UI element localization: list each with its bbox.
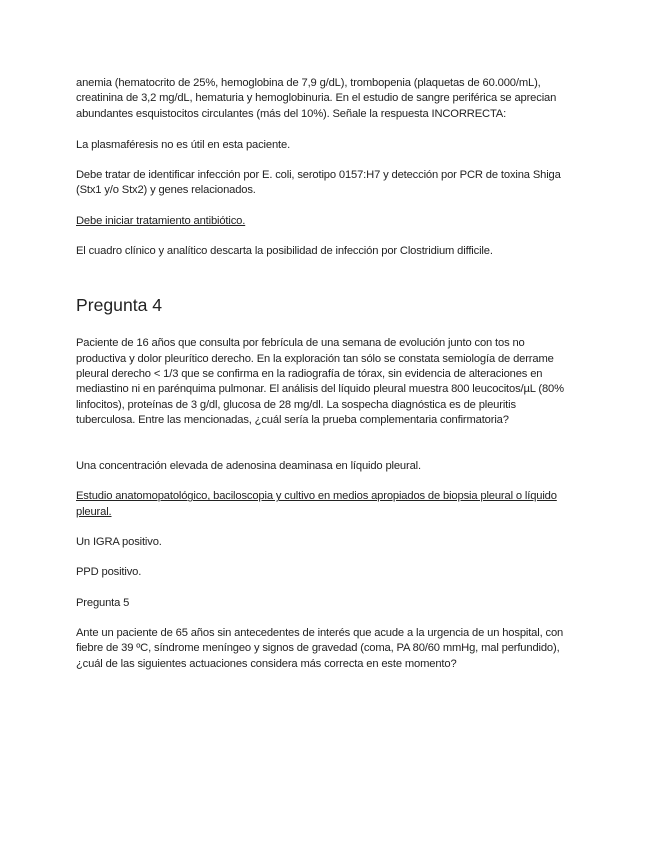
question-3-option-d: El cuadro clínico y analítico descarta la posibilidad de infección por Clostridium difficile. — [76, 245, 493, 258]
question-3-option-c-correct: Debe iniciar tratamiento antibiótico. — [76, 214, 246, 227]
question-5-heading: Pregunta 5 — [76, 596, 130, 609]
question-4-option-c: Un IGRA positivo. — [76, 536, 162, 549]
document-page — [76, 76, 576, 672]
question-3-option-a: La plasmaféresis no es útil en esta paciente. — [76, 138, 291, 151]
question-4-option-b-correct: Estudio anatomopatológico, baciloscopia y cultivo en medios apropiados de biopsia pleural o líquido pleural. — [76, 490, 557, 518]
question-4-option-d: PPD positivo. — [76, 566, 142, 579]
question-5-stem: Ante un paciente de 65 años sin antecedentes de interés que acude a la urgencia de un hospital, con fiebre de 39 ºC, síndrome meníngeo y signos de gravedad (coma, PA 80/60 mmHg, mal perfundido), ¿cuál de las siguientes actuaciones considera más correcta en este momento? — [76, 626, 564, 670]
question-3-option-b: Debe tratar de identificar infección por E. coli, serotipo 0157:H7 y detección por PCR de toxina Shiga (Stx1 y/o Stx2) y genes relacionados. — [76, 169, 561, 197]
question-3-stem: anemia (hematocrito de 25%, hemoglobina de 7,9 g/dL), trombopenia (plaquetas de 60.000/mL), creatinina de 3,2 mg/dL, hematuria y hemoglobinuria. En el estudio de sangre periférica se aprecian abundantes esquistocitos circulantes (más del 10%). Señale la respuesta INCORRECTA: — [76, 77, 557, 120]
question-4-option-a: Una concentración elevada de adenosina deaminasa en líquido pleural. — [76, 460, 421, 473]
question-4-stem: Paciente de 16 años que consulta por febrícula de una semana de evolución junto con tos no productiva y dolor pleurítico derecho. En la exploración tan sólo se constata semiología de derrame pleural derecho < 1/3 que se confirma en la radiografía de tórax, sin evidencia de alteraciones en mediastino ni en parénquima pulmonar. El análisis del líquido pleural muestra 800 leucocitos/µL (80% linfocitos), proteínas de 3 g/dl, glucosa de 28 mg/dl. La sospecha diagnóstica es de pleuritis tuberculosa. Entre las mencionadas, ¿cuál sería la prueba complementaria confirmatoria? — [76, 337, 564, 426]
question-4-heading: Pregunta 4 — [76, 295, 163, 316]
